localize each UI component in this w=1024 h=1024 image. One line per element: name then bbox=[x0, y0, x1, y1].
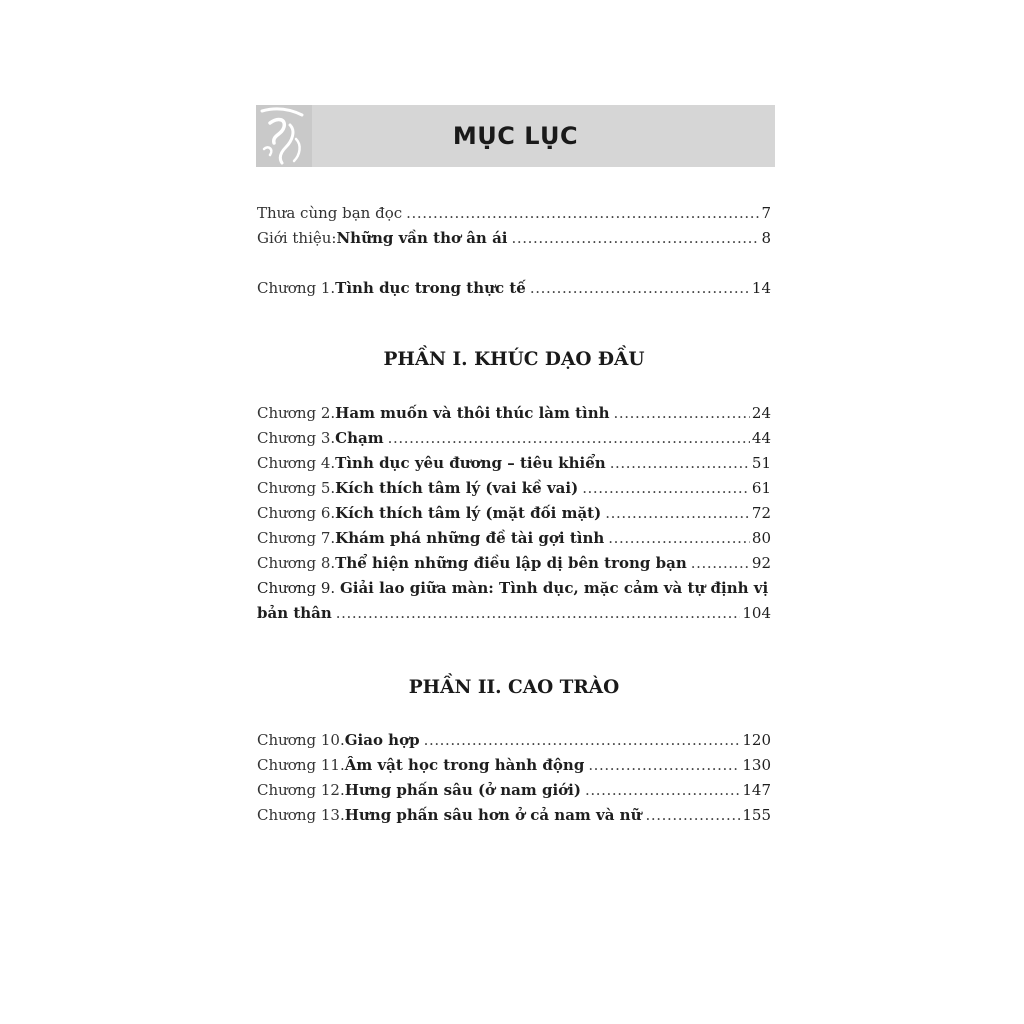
toc-entry-chapter-11[interactable] bbox=[257, 753, 771, 778]
toc-entry-chapter-2[interactable] bbox=[257, 401, 771, 426]
chapter-number: Chương 8. bbox=[257, 554, 336, 572]
chapter-title: Kích thích tâm lý (mặt đối mặt) bbox=[335, 504, 602, 522]
page-number: 72 bbox=[751, 504, 771, 522]
chapter-title: Hưng phấn sâu hơn ở cả nam và nữ bbox=[344, 806, 642, 824]
toc-entry-chapter-7[interactable] bbox=[257, 526, 771, 551]
toc-header-band bbox=[256, 105, 775, 167]
toc-entry-chapter-4[interactable] bbox=[257, 451, 771, 476]
dot-leader bbox=[511, 226, 759, 251]
toc-title: MỤC LỤC bbox=[452, 122, 579, 150]
page-number: 92 bbox=[751, 554, 771, 572]
page-number: 104 bbox=[742, 604, 771, 622]
page-number: 51 bbox=[751, 454, 771, 472]
chapter-title: Khám phá những đề tài gợi tình bbox=[335, 529, 605, 547]
toc-entry-chapter-10[interactable] bbox=[257, 728, 771, 753]
dot-leader bbox=[610, 451, 750, 476]
dot-leader bbox=[588, 753, 740, 778]
dot-leader bbox=[614, 401, 750, 426]
dot-leader bbox=[691, 551, 750, 576]
page-number: 24 bbox=[751, 404, 771, 422]
dot-leader bbox=[406, 201, 759, 226]
toc-entry-chapter-13[interactable] bbox=[257, 803, 771, 828]
chapter-number: Chương 3. bbox=[257, 429, 336, 447]
chapter-title: Ham muốn và thôi thúc làm tình bbox=[335, 404, 610, 422]
chapter-title-line-2: bản thân bbox=[257, 604, 332, 622]
page-number: 8 bbox=[761, 229, 771, 247]
page-number: 44 bbox=[751, 429, 771, 447]
toc-entry-chapter-12[interactable] bbox=[257, 778, 771, 803]
part-2-heading: PHẦN II. CAO TRÀO bbox=[408, 677, 620, 698]
toc-entry-chapter-8[interactable] bbox=[257, 551, 771, 576]
chapter-title: Giao hợp bbox=[344, 731, 420, 749]
chapter-number: Chương 6. bbox=[257, 504, 336, 522]
page-number: 147 bbox=[742, 781, 771, 799]
chapter-number: Chương 7. bbox=[257, 529, 336, 547]
chapter-title: Hưng phấn sâu (ở nam giới) bbox=[344, 781, 581, 799]
chapter1-group bbox=[257, 276, 771, 301]
chapter-title: Kích thích tâm lý (vai kề vai) bbox=[335, 479, 579, 497]
chapter-number: Chương 9. bbox=[257, 579, 340, 597]
toc-entry-introduction[interactable] bbox=[257, 226, 771, 251]
dot-leader bbox=[582, 476, 750, 501]
page-number: 130 bbox=[742, 756, 771, 774]
toc-entry-chapter-6[interactable] bbox=[257, 501, 771, 526]
page-number: 7 bbox=[761, 204, 771, 222]
toc-entry-chapter-9[interactable] bbox=[257, 576, 771, 626]
entry-label: Giới thiệu: bbox=[257, 229, 337, 247]
chapter-title: Tình dục trong thực tế bbox=[335, 279, 526, 297]
toc-entry-chapter-5[interactable] bbox=[257, 476, 771, 501]
dot-leader bbox=[424, 728, 741, 753]
chapter-number: Chương 4. bbox=[257, 454, 336, 472]
toc-entry-chapter-3[interactable] bbox=[257, 426, 771, 451]
chapter-number: Chương 13. bbox=[257, 806, 345, 824]
dot-leader bbox=[336, 601, 741, 626]
page-number: 120 bbox=[742, 731, 771, 749]
chapter-number: Chương 1. bbox=[257, 279, 336, 297]
toc-entry-foreword[interactable] bbox=[257, 201, 771, 226]
part-2-entries bbox=[257, 728, 771, 828]
dot-leader bbox=[608, 526, 750, 551]
dot-leader bbox=[530, 276, 750, 301]
chapter-title: Thể hiện những điều lập dị bên trong bạn bbox=[335, 554, 687, 572]
page-number: 80 bbox=[751, 529, 771, 547]
chapter-number: Chương 10. bbox=[257, 731, 345, 749]
page-number: 155 bbox=[742, 806, 771, 824]
part-1-heading: PHẦN I. KHÚC DẠO ĐẦU bbox=[383, 349, 645, 370]
dot-leader bbox=[605, 501, 750, 526]
page-number: 14 bbox=[751, 279, 771, 297]
chapter-number: Chương 12. bbox=[257, 781, 345, 799]
chapter-title-line-1: Giải lao giữa màn: Tình dục, mặc cảm và tự định vị bbox=[339, 579, 769, 597]
dot-leader bbox=[585, 778, 740, 803]
chapter-number: Chương 5. bbox=[257, 479, 336, 497]
chapter-title: Tình dục yêu đương – tiêu khiển bbox=[335, 454, 606, 472]
intro-entries bbox=[257, 201, 771, 251]
page-number: 61 bbox=[751, 479, 771, 497]
chapter-number: Chương 2. bbox=[257, 404, 336, 422]
dot-leader bbox=[388, 426, 750, 451]
chapter-title: Âm vật học trong hành động bbox=[344, 756, 585, 774]
dot-leader bbox=[645, 803, 740, 828]
toc-entry-chapter-1[interactable] bbox=[257, 276, 771, 301]
entry-title: Những vần thơ ân ái bbox=[336, 229, 508, 247]
chapter-title: Chạm bbox=[335, 429, 384, 447]
entry-label: Thưa cùng bạn đọc bbox=[257, 204, 403, 222]
chapter-number: Chương 11. bbox=[257, 756, 345, 774]
part-1-entries bbox=[257, 401, 771, 626]
